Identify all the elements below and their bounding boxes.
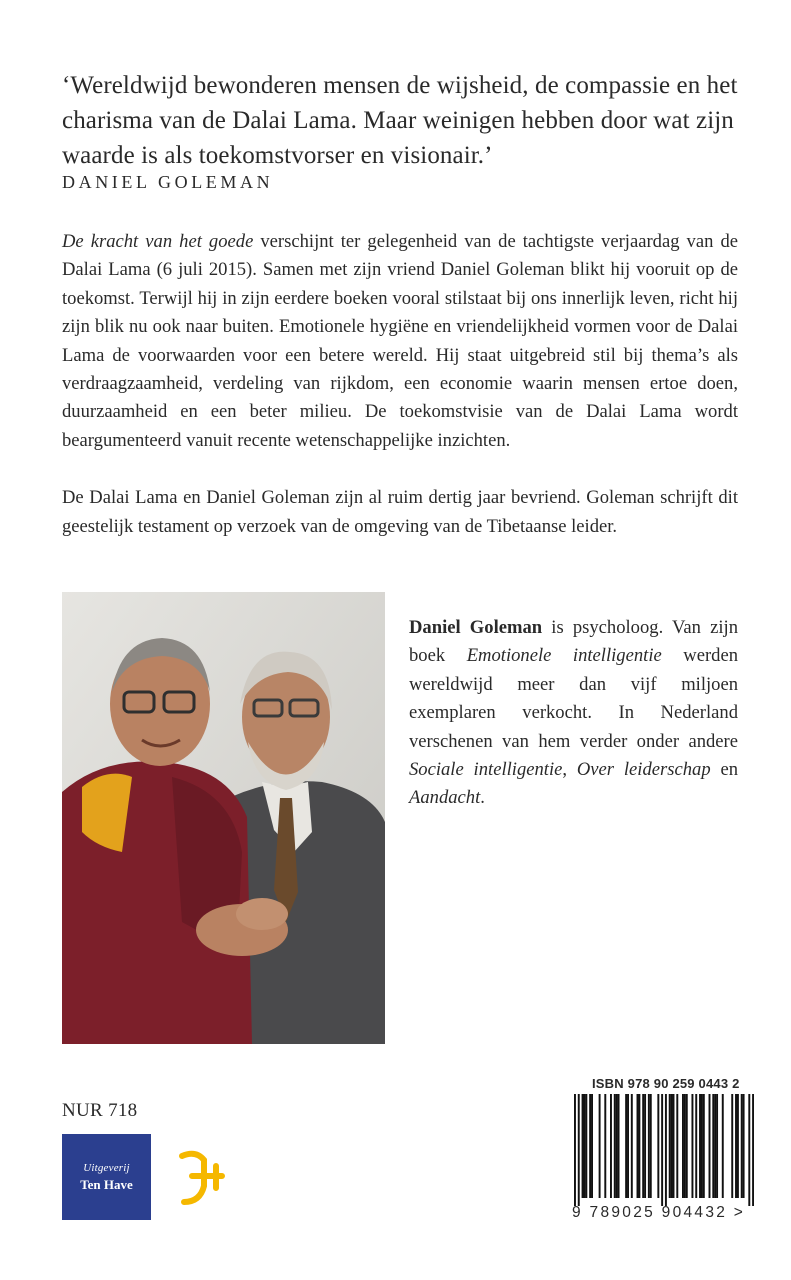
barcode-bar <box>701 1094 703 1198</box>
bio-text-1: is psycholoog. Van zijn boek <box>409 617 739 667</box>
author-name: Daniel Goleman <box>409 617 543 638</box>
back-cover-quote: ‘Wereldwijd bewonderen mensen de wijsheid, de compassie en het charisma van de Dalai Lama. Maar weinigen hebben door wat zijn waarde is als toekomstvorser en visionair.’ <box>62 72 738 169</box>
barcode-bar <box>737 1094 739 1198</box>
bio-book-2: Sociale intelligentie <box>409 759 563 781</box>
barcode-bar <box>691 1094 693 1198</box>
barcode-bar <box>618 1094 620 1198</box>
isbn-digits: 9 789025 904432 > <box>572 1204 746 1221</box>
barcode-bar <box>657 1094 659 1198</box>
barcode-bar <box>610 1094 612 1198</box>
photo-illustration <box>62 592 385 1044</box>
book-title: De kracht van het goede <box>62 231 254 252</box>
barcode-bar <box>650 1094 652 1198</box>
barcode-bar <box>722 1094 724 1198</box>
barcode-bar <box>716 1094 718 1198</box>
barcode-bar <box>686 1094 688 1198</box>
barcode-bar <box>735 1094 737 1198</box>
barcode-bar <box>752 1094 754 1206</box>
barcode-bar <box>582 1094 584 1198</box>
barcode-bar <box>665 1094 667 1206</box>
publisher-name-line2: Ten Have <box>80 1177 133 1192</box>
barcode-bar <box>627 1094 629 1198</box>
barcode-bar <box>709 1094 711 1198</box>
bio-text-3: , <box>562 759 577 781</box>
barcode-bar <box>574 1094 576 1206</box>
barcode-bar <box>743 1094 745 1198</box>
barcode-bar <box>714 1094 716 1198</box>
publisher-name-line1: Uitgeverij <box>83 1162 130 1174</box>
barcode-bar <box>585 1094 587 1198</box>
bio-book-3: Over leiderschap <box>576 759 711 781</box>
publisher-logo <box>62 1134 151 1220</box>
barcode-bar <box>599 1094 601 1198</box>
bio-book-4: Aandacht <box>409 787 481 809</box>
barcode-bar <box>616 1094 618 1198</box>
bio-text-4: en <box>710 759 739 781</box>
publisher-h-mark-icon <box>160 1146 228 1210</box>
barcode-bar <box>648 1094 650 1198</box>
barcode-bar <box>703 1094 705 1198</box>
paragraph-1-text: verschijnt ter gelegenheid van de tachtigste verjaardag van de Dalai Lama (6 juli 2015). Samen met zijn vriend Daniel Goleman blikt hij vooruit op de toekomst. Terwijl hij in zijn eerdere boeken vooral stilstaat bij ons innerlijk leven, richt hij zijn blik nu ook naar buiten. Emotionele hygiëne en vriendelijkheid vormen voor de Dalai Lama de voorwaarden voor een betere wereld. Hij staat uitgebreid stil bij thema’s als verdraagzaamheid, verdeling van rijkdom, een economie waarin mensen ertoe doen, duurzaamheid en een beter milieu. De toekomstvisie van de Dalai Lama wordt beargumenteerd vanuit recente wetenschappelijke inzichten. <box>62 231 739 451</box>
barcode-bar <box>671 1094 673 1198</box>
barcode-bar <box>589 1094 591 1198</box>
barcode-bar <box>644 1094 646 1198</box>
barcode-bar <box>614 1094 616 1198</box>
isbn-barcode <box>574 1094 754 1206</box>
book-description <box>62 228 738 541</box>
barcode-bar <box>748 1094 750 1206</box>
barcode-bar <box>684 1094 686 1198</box>
author-bio <box>409 614 738 813</box>
barcode-bar <box>583 1094 585 1198</box>
bio-text-2: werden wereldwijd meer dan vijf miljoen exemplaren verkocht. In Nederland verschenen van hem verder onder andere <box>409 645 739 752</box>
barcode-bar <box>591 1094 593 1198</box>
barcode-bar <box>642 1094 644 1198</box>
barcode-bar <box>604 1094 606 1198</box>
nur-code: NUR 718 <box>62 1100 138 1121</box>
barcode-bar <box>682 1094 684 1198</box>
barcode-bar <box>625 1094 627 1198</box>
barcode-bar <box>637 1094 639 1198</box>
author-photo <box>62 592 385 1044</box>
bio-book-1: Emotionele intelligentie <box>466 645 662 667</box>
barcode-bar <box>661 1094 663 1206</box>
barcode-bar <box>731 1094 733 1198</box>
bio-text-5: . <box>480 787 485 809</box>
barcode-bar <box>638 1094 640 1198</box>
description-paragraph-1 <box>62 228 738 455</box>
barcode-bar <box>669 1094 671 1198</box>
quote-author: DANIEL GOLEMAN <box>62 172 274 192</box>
barcode-bar <box>631 1094 633 1198</box>
barcode-bar <box>695 1094 697 1198</box>
barcode-bar <box>676 1094 678 1198</box>
barcode-bar <box>712 1094 714 1198</box>
barcode-bar <box>673 1094 675 1198</box>
barcode-bar <box>699 1094 701 1198</box>
barcode-bar <box>578 1094 580 1206</box>
isbn-label: ISBN 978 90 259 0443 2 <box>592 1076 740 1091</box>
description-paragraph-2: De Dalai Lama en Daniel Goleman zijn al ruim dertig jaar bevriend. Goleman schrijft dit geestelijk testament op verzoek van de omgeving van de Tibetaanse leider. <box>62 487 738 537</box>
barcode-bar <box>741 1094 743 1198</box>
